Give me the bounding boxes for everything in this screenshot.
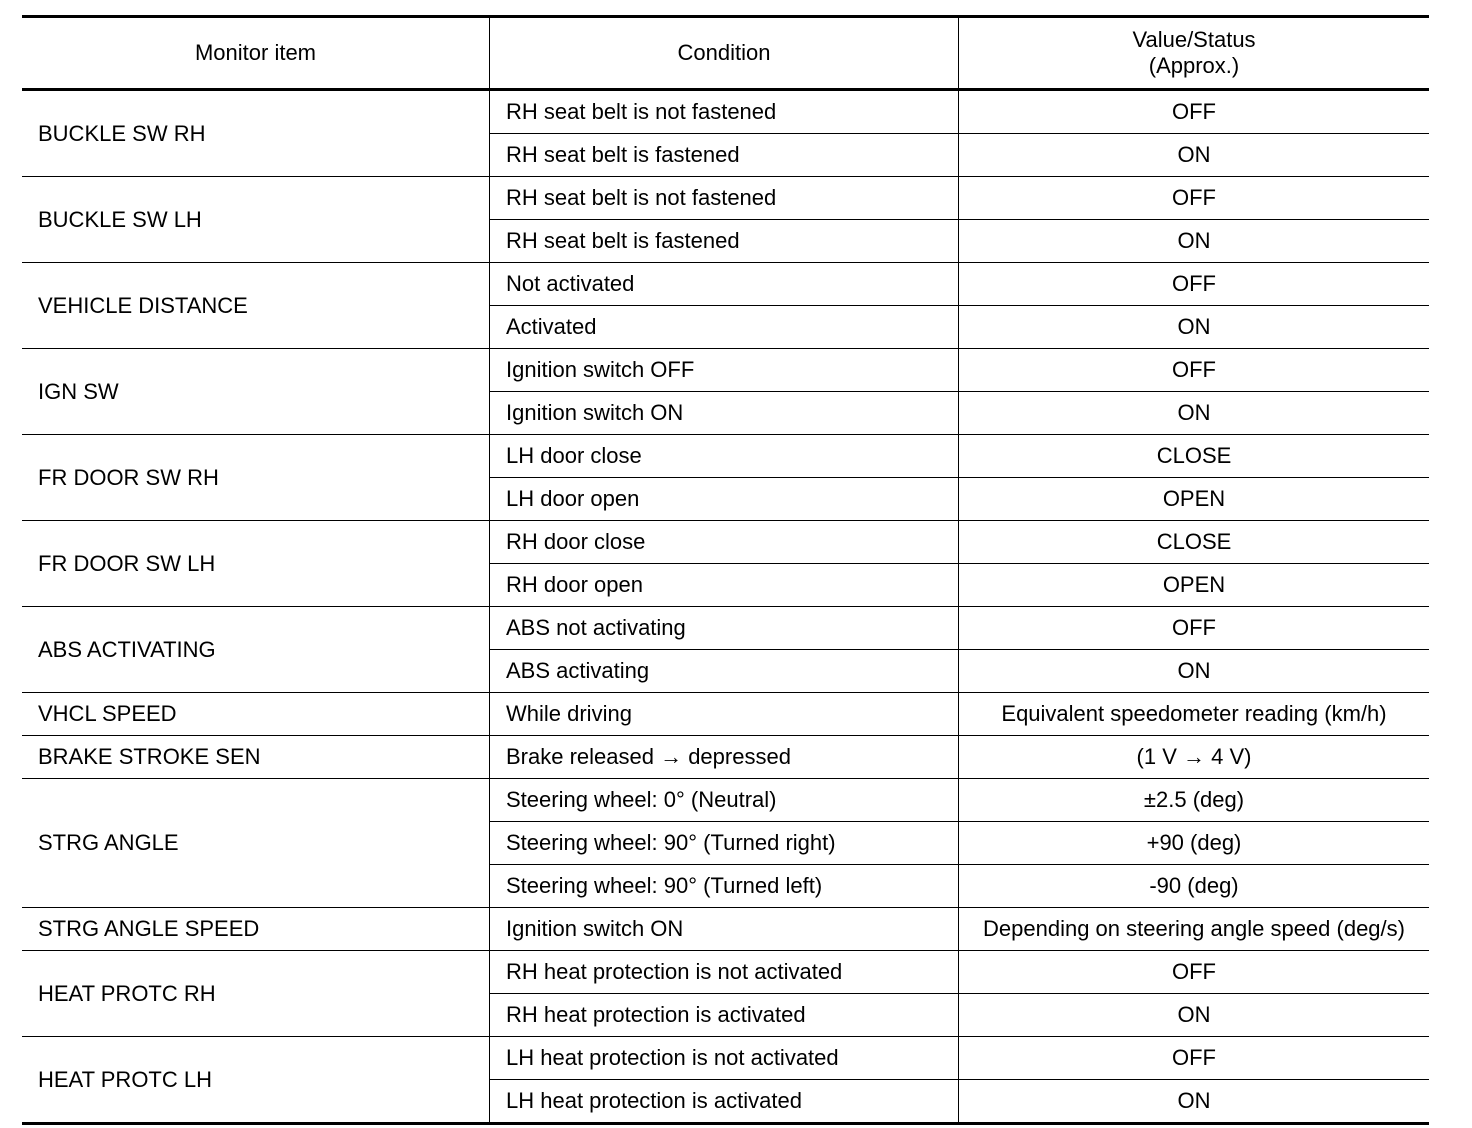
- value-cell: (1 V → 4 V): [959, 736, 1430, 779]
- header-row: [22, 17, 1429, 90]
- monitor-item-cell: HEAT PROTC RH: [22, 951, 490, 1037]
- condition-cell: LH door close: [490, 435, 959, 478]
- monitor-item-cell: FR DOOR SW RH: [22, 435, 490, 521]
- value-cell: ON: [959, 392, 1430, 435]
- table-row: [22, 349, 1429, 392]
- table-row: [22, 177, 1429, 220]
- condition-cell: Steering wheel: 90° (Turned left): [490, 865, 959, 908]
- header-monitor-item: Monitor item: [22, 17, 490, 90]
- value-cell: OFF: [959, 263, 1430, 306]
- value-cell: OPEN: [959, 564, 1430, 607]
- monitor-item-cell: ABS ACTIVATING: [22, 607, 490, 693]
- table-row: [22, 693, 1429, 736]
- monitor-item-cell: IGN SW: [22, 349, 490, 435]
- condition-cell: RH seat belt is fastened: [490, 220, 959, 263]
- monitor-table: [22, 15, 1429, 1125]
- value-cell: ON: [959, 220, 1430, 263]
- value-cell: ON: [959, 1080, 1430, 1124]
- condition-cell: RH door open: [490, 564, 959, 607]
- monitor-item-cell: BUCKLE SW RH: [22, 90, 490, 177]
- monitor-item-cell: HEAT PROTC LH: [22, 1037, 490, 1124]
- condition-cell: Activated: [490, 306, 959, 349]
- condition-cell: RH seat belt is not fastened: [490, 177, 959, 220]
- condition-cell: RH heat protection is activated: [490, 994, 959, 1037]
- condition-cell: RH seat belt is not fastened: [490, 90, 959, 134]
- condition-cell: LH door open: [490, 478, 959, 521]
- condition-cell: RH heat protection is not activated: [490, 951, 959, 994]
- value-cell: OFF: [959, 90, 1430, 134]
- header-value-status: [959, 17, 1430, 90]
- condition-cell: Steering wheel: 90° (Turned right): [490, 822, 959, 865]
- value-cell: Equivalent speedometer reading (km/h): [959, 693, 1430, 736]
- monitor-item-cell: FR DOOR SW LH: [22, 521, 490, 607]
- value-cell: +90 (deg): [959, 822, 1430, 865]
- monitor-item-cell: VHCL SPEED: [22, 693, 490, 736]
- value-cell: OFF: [959, 349, 1430, 392]
- condition-cell: Ignition switch ON: [490, 908, 959, 951]
- table-row: [22, 736, 1429, 779]
- value-cell: CLOSE: [959, 521, 1430, 564]
- table-row: [22, 435, 1429, 478]
- condition-cell: ABS activating: [490, 650, 959, 693]
- value-cell: OPEN: [959, 478, 1430, 521]
- header-condition: Condition: [490, 17, 959, 90]
- table-row: [22, 908, 1429, 951]
- value-cell: ON: [959, 994, 1430, 1037]
- value-cell: -90 (deg): [959, 865, 1430, 908]
- condition-cell: Ignition switch OFF: [490, 349, 959, 392]
- value-cell: Depending on steering angle speed (deg/s): [959, 908, 1430, 951]
- monitor-item-cell: BUCKLE SW LH: [22, 177, 490, 263]
- monitor-item-cell: STRG ANGLE SPEED: [22, 908, 490, 951]
- value-cell: OFF: [959, 607, 1430, 650]
- condition-cell: RH door close: [490, 521, 959, 564]
- table-row: [22, 521, 1429, 564]
- header-value-line2: (Approx.): [1148, 53, 1240, 78]
- condition-cell: While driving: [490, 693, 959, 736]
- condition-cell: LH heat protection is activated: [490, 1080, 959, 1124]
- table-row: [22, 951, 1429, 994]
- header-value-line1: Value/Status: [1132, 27, 1256, 52]
- value-cell: OFF: [959, 1037, 1430, 1080]
- table-body: [22, 90, 1429, 1124]
- monitor-item-cell: STRG ANGLE: [22, 779, 490, 908]
- value-cell: OFF: [959, 951, 1430, 994]
- value-cell: ON: [959, 650, 1430, 693]
- table-header: [22, 17, 1429, 90]
- monitor-item-cell: BRAKE STROKE SEN: [22, 736, 490, 779]
- condition-cell: ABS not activating: [490, 607, 959, 650]
- value-cell: CLOSE: [959, 435, 1430, 478]
- monitor-item-cell: VEHICLE DISTANCE: [22, 263, 490, 349]
- table-row: [22, 779, 1429, 822]
- table-row: [22, 607, 1429, 650]
- table-row: [22, 263, 1429, 306]
- table-row: [22, 90, 1429, 134]
- condition-cell: RH seat belt is fastened: [490, 134, 959, 177]
- condition-cell: Brake released → depressed: [490, 736, 959, 779]
- table-row: [22, 1037, 1429, 1080]
- condition-cell: Ignition switch ON: [490, 392, 959, 435]
- value-cell: OFF: [959, 177, 1430, 220]
- value-cell: ON: [959, 134, 1430, 177]
- value-cell: ON: [959, 306, 1430, 349]
- condition-cell: Steering wheel: 0° (Neutral): [490, 779, 959, 822]
- condition-cell: LH heat protection is not activated: [490, 1037, 959, 1080]
- condition-cell: Not activated: [490, 263, 959, 306]
- value-cell: ±2.5 (deg): [959, 779, 1430, 822]
